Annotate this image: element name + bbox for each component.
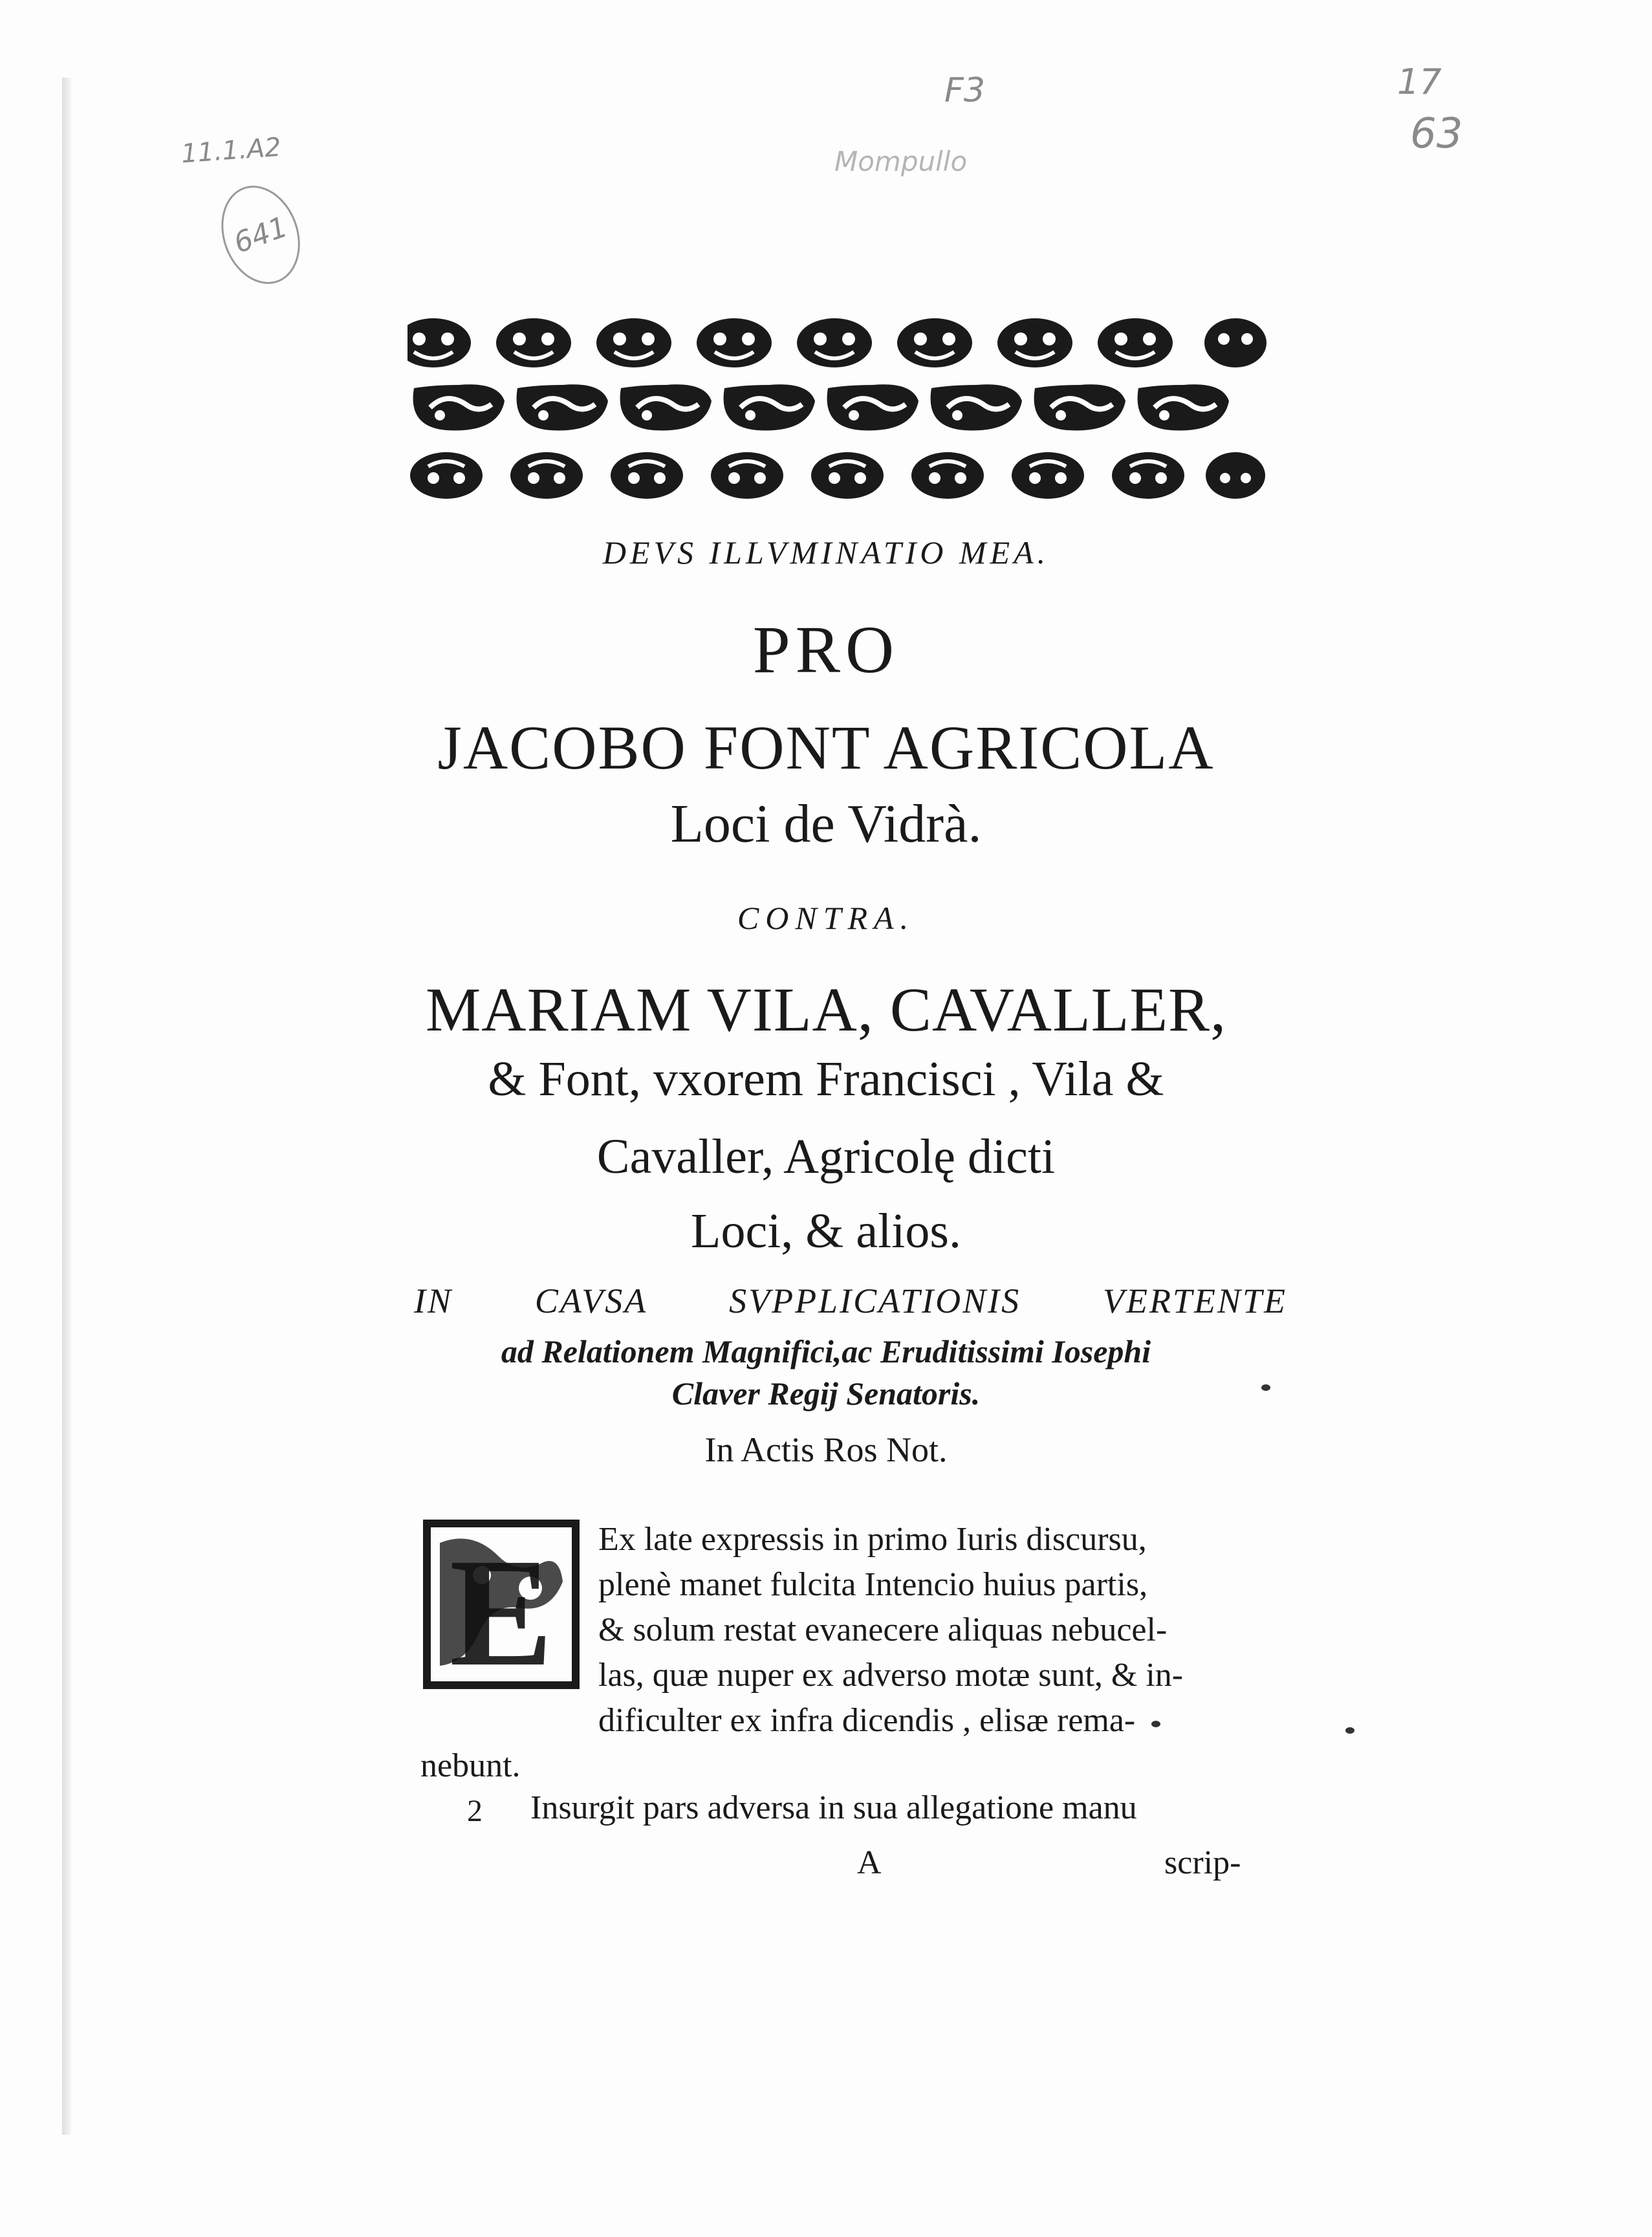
pencil-note-top-center-faint: Mompullo <box>834 146 968 177</box>
actis-line: In Actis Ros Not. <box>704 1430 948 1469</box>
pro-party-name: JACOBO FONT AGRICOLA <box>437 713 1215 782</box>
body-line: nebunt. <box>420 1747 521 1784</box>
pencil-note-top-left: 11.1.A2 <box>180 132 283 169</box>
ink-speck <box>1261 1384 1270 1391</box>
ink-speck <box>1151 1721 1160 1727</box>
body-line: plenè manet fulcita Intencio huius partis, <box>598 1566 1148 1603</box>
pencil-note-circled <box>208 175 313 295</box>
pro-heading: PRO <box>752 613 900 687</box>
opponent-line: Cavaller, Agricolę dicti <box>596 1129 1056 1184</box>
signature-mark: A <box>857 1844 882 1881</box>
pencil-note-top-center: F3 <box>944 71 985 110</box>
body-line: dificulter ex infra dicendis , elisæ rema- <box>598 1702 1136 1739</box>
paragraph-line: Insurgit pars adversa in sua allegatione manu <box>530 1789 1137 1826</box>
causa-line: IN CAVSA SVPPLICATIONIS VERTENTE <box>414 1282 1287 1320</box>
ornament-row-top <box>408 318 1266 367</box>
catchword: scrip- <box>1164 1844 1241 1881</box>
opponent-line: MARIAM VILA, CAVALLER, <box>425 975 1227 1044</box>
body-line: las, quæ nuper ex adverso motæ sunt, & in- <box>598 1657 1184 1694</box>
contra-heading: CONTRA. <box>737 900 915 936</box>
pro-party-place: Loci de Vidrà. <box>670 794 982 854</box>
decorated-initial <box>420 1517 582 1692</box>
relation-line: Claver Regij Senatoris. <box>671 1375 981 1412</box>
circled-number: 641 <box>229 210 292 260</box>
ornament-row-middle <box>413 384 1229 430</box>
opponent-line: & Font, vxorem Francisci , Vila & <box>488 1052 1164 1106</box>
pencil-note-top-right-2: 63 <box>1410 110 1463 158</box>
ornament-band <box>408 311 1268 505</box>
ornament-row-bottom <box>410 452 1265 499</box>
pencil-note-top-right-1: 17 <box>1397 61 1442 102</box>
body-line: Ex late expressis in primo Iuris discursu, <box>598 1521 1147 1558</box>
opponent-line: Loci, & alios. <box>691 1204 961 1258</box>
initial-letter: E <box>449 1526 554 1692</box>
ink-speck <box>1345 1727 1354 1734</box>
motto: DEVS ILLVMINATIO MEA. <box>602 534 1050 571</box>
paragraph-number: 2 <box>467 1794 483 1828</box>
relation-line: ad Relationem Magnifici,ac Eruditissimi Iosephi <box>501 1333 1151 1369</box>
body-line: & solum restat evanecere aliquas nebucel- <box>598 1611 1168 1648</box>
